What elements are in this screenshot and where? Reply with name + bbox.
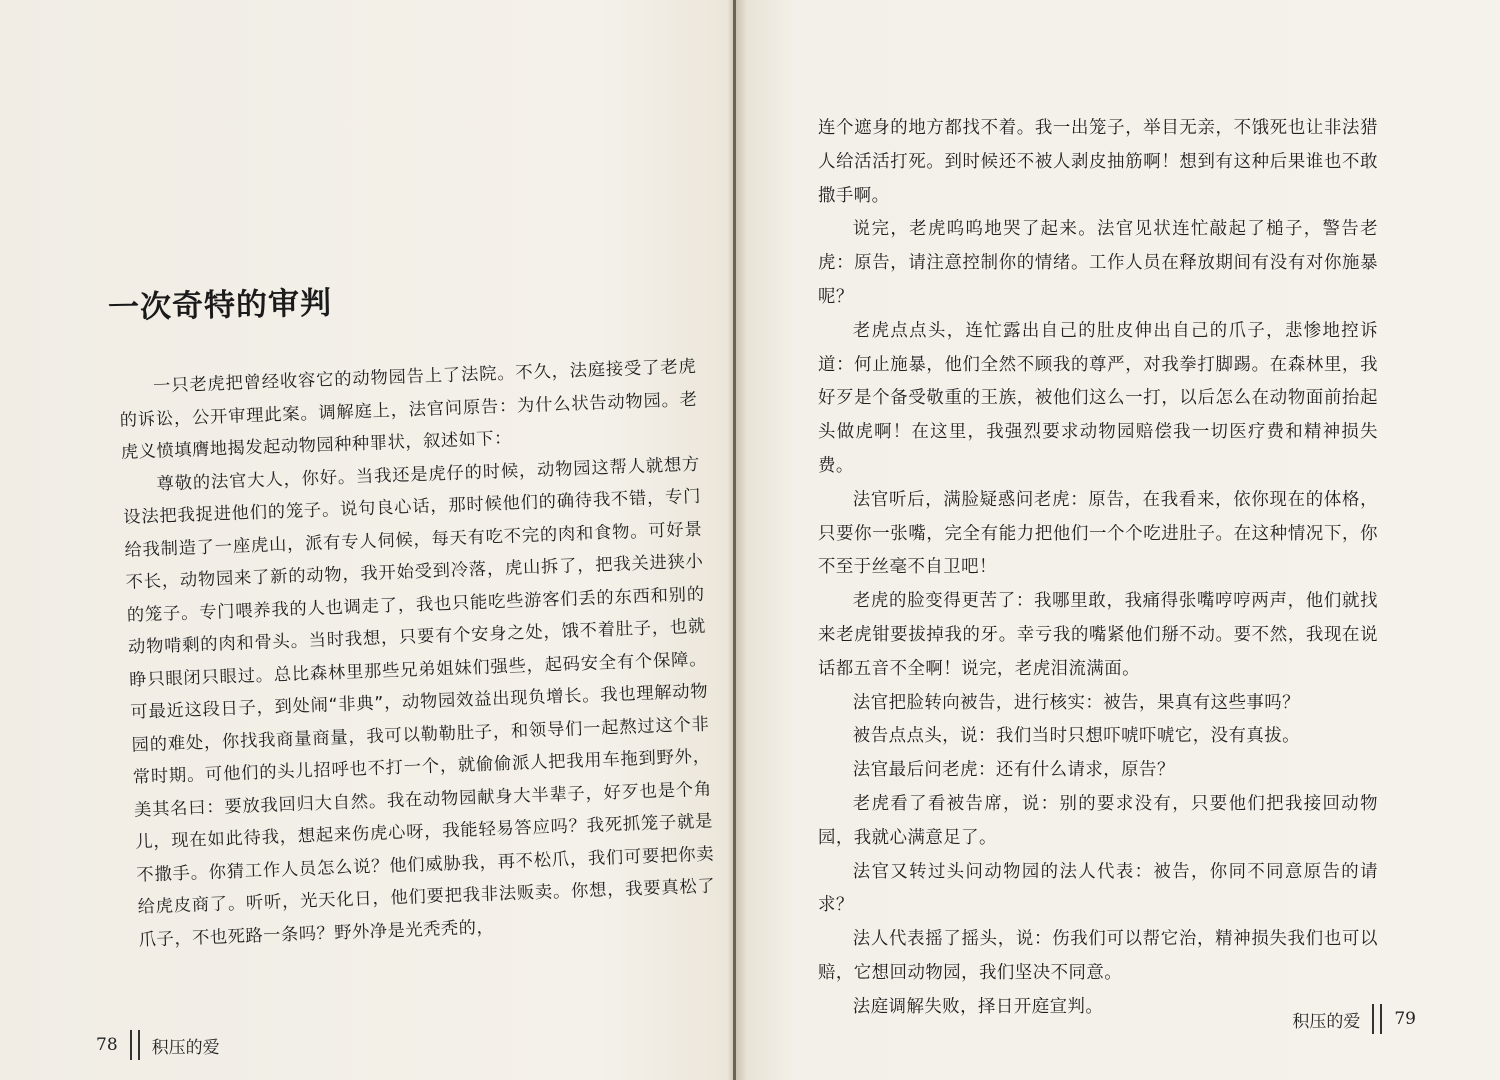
right-page-footer — [1292, 1004, 1416, 1034]
left-page-footer — [96, 1030, 220, 1060]
right-paragraph-5: 法官把脸转向被告，进行核实：被告，果真有这些事吗？ — [852, 692, 1301, 713]
left-paragraph-2: 尊敬的法官大人，你好。当我还是虎仔的时候，动物园这帮人就想方设法把我捉进他们的笼子。说句良心话，那时候他们的确待我不错，专门给我制造了一座虎山，派有专人伺候，每天有吃不完的肉和食物。可好景不长，动物园来了新的动物，我开始受到冷落，虎山拆了，把我关进狭小的笼子。专门喂养我的人也调走了，我也只能吃些游客们丢的东西和别的动物啃剩的肉和骨头。当时我想，只要有个安身之处，饿不着肚子，也就睁只眼闭只眼过。总比森林里那些兄弟姐妹们强些，起码安全有个保障。可最近这段日子，到处闹“非典”，动物园效益出现负增长。我也理解动物园的难处，你找我商量商量，我可以勒勒肚子，和领导们一起熬过这个非常时期。可他们的头儿招呼也不打一个，就偷偷派人把我用车拖到野外，美其名曰：要放我回归大自然。我在动物园献身大半辈子，好歹也是个角儿，现在如此待我，想起来伤虎心呀，我能轻易答应吗？我死抓笼子就是不撒手。你猜工作人员怎么说？他们威胁我，再不松爪，我们可要把你卖给虎皮商了。听听，光天化日，他们要把我非法贩卖。你想，我要真松了爪子，不也死路一条吗？野外净是光秃秃的， — [122, 454, 716, 951]
right-paragraph-3: 法官听后，满脸疑惑问老虎：原告，在我看来，依你现在的体格，只要你一张嘴，完全有能力把他们一个个吃进肚子。在这种情况下，你不至于丝毫不自卫吧！ — [818, 489, 1378, 578]
left-paragraph-1: 一只老虎把曾经收容它的动物园告上了法院。不久，法庭接受了老虎的诉讼，公开审理此案。调解庭上，法官问原告：为什么状告动物园。老虎义愤填膺地揭发起动物园种种罪状，叙述如下： — [119, 356, 698, 463]
right-paragraph-8: 老虎看了看被告席，说：别的要求没有，只要他们把我接回动物园，我就心满意足了。 — [818, 793, 1378, 848]
right-page-body — [818, 112, 1378, 1025]
page-number-left: 78 — [96, 1035, 118, 1055]
page-number-right: 79 — [1394, 1009, 1416, 1029]
right-paragraph-7: 法官最后问老虎：还有什么请求，原告？ — [852, 760, 1175, 781]
right-paragraph-4: 老虎的脸变得更苦了：我哪里敢，我痛得张嘴哼哼两声，他们就找来老虎钳要拔掉我的牙。幸亏我的嘴紧他们掰不动。要不然，我现在说话都五音不全啊！说完，老虎泪流满面。 — [818, 591, 1378, 679]
right-paragraph-9: 法官又转过头问动物园的法人代表：被告，你同不同意原告的请求？ — [818, 861, 1378, 916]
right-page — [740, 0, 1500, 1080]
footer-divider — [1372, 1004, 1382, 1034]
book-gutter — [733, 0, 736, 1080]
running-title-left: 积压的爱 — [151, 1037, 220, 1058]
footer-divider — [130, 1030, 140, 1060]
story-title: 一次奇特的审判 — [107, 285, 333, 326]
right-paragraph-11: 法庭调解失败，择日开庭宣判。 — [852, 996, 1104, 1017]
left-page — [0, 0, 730, 1080]
right-paragraph-1: 说完，老虎呜呜地哭了起来。法官见状连忙敲起了槌子，警告老虎：原告，请注意控制你的情绪。工作人员在释放期间有没有对你施暴呢？ — [818, 219, 1378, 307]
right-paragraph-6: 被告点点头，说：我们当时只想吓唬吓唬它，没有真拔。 — [852, 726, 1301, 747]
right-continuation-paragraph: 连个遮身的地方都找不着。我一出笼子，举目无亲，不饿死也让非法猎人给活活打死。到时候还不被人剥皮抽筋啊！想到有这种后果谁也不敢撒手啊。 — [818, 118, 1378, 206]
running-title-right: 积压的爱 — [1292, 1011, 1361, 1032]
right-paragraph-10: 法人代表摇了摇头，说：伤我们可以帮它治，精神损失我们也可以赔，它想回动物园，我们坚决不同意。 — [818, 929, 1378, 983]
left-page-body — [118, 351, 717, 957]
right-paragraph-2: 老虎点点头，连忙露出自己的肚皮伸出自己的爪子，悲惨地控诉道：何止施暴，他们全然不顾我的尊严，对我拳打脚踢。在森林里，我好歹是个备受敬重的王族，被他们这么一打，以后怎么在动物面前抬起头做虎啊！在这里，我强烈要求动物园赔偿我一切医疗费和精神损失费。 — [818, 320, 1378, 476]
